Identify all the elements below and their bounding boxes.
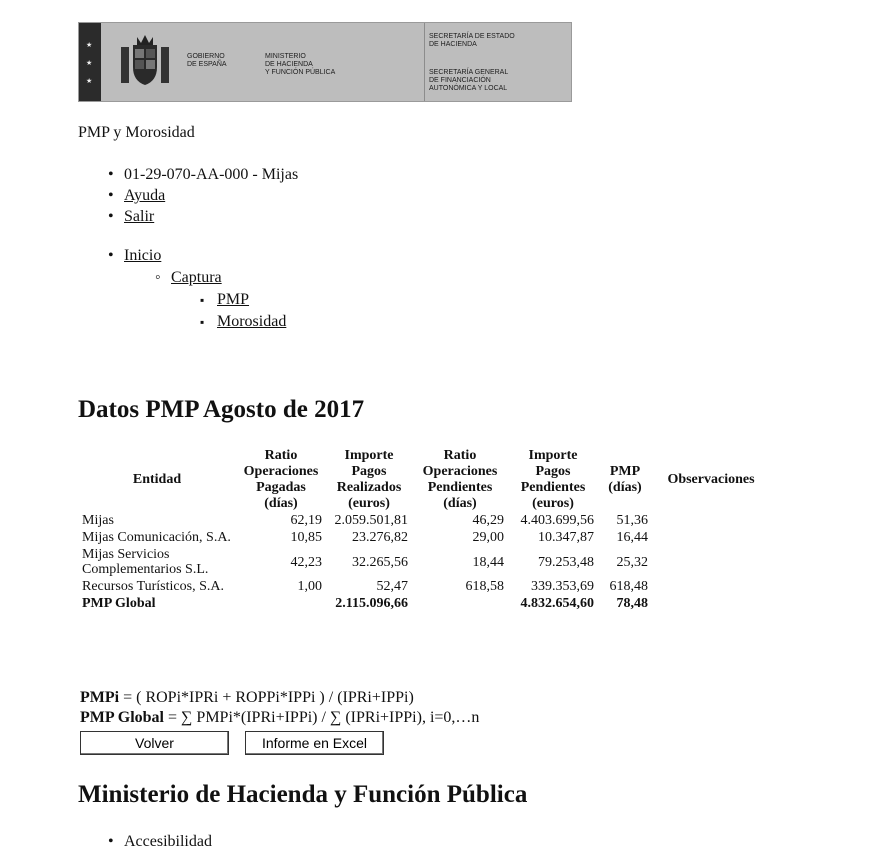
logout-link[interactable]: Salir [124,208,155,225]
cell-importe-realizados: 2.059.501,81 [334,513,408,528]
menu-pmp [200,289,286,311]
cell-ratio-pendientes: 618,58 [465,579,504,594]
formula-pmpi-label: PMPi [80,689,120,706]
header-banner [78,22,572,102]
eu-flag-strip [79,23,101,101]
cell-entidad: Mijas [82,513,114,528]
banner-ministerio: MINISTERIO DE HACIENDA Y FUNCIÓN PÚBLICA [265,53,336,76]
header-observaciones: Observaciones [667,472,755,487]
submenu-inicio [155,267,286,333]
header-ratio-pendientes: Ratio Operaciones Pendientes (días) [422,448,498,511]
inicio-link[interactable]: Inicio [124,247,162,264]
footer-item [108,833,212,851]
cell-ratio-pendientes: 29,00 [472,530,504,545]
total-importe-realizados: 2.115.096,66 [335,596,408,611]
total-pmp: 78,48 [616,596,648,611]
cell-ratio-pendientes: 18,44 [472,554,504,570]
cell-importe-pendientes: 10.347,87 [538,530,594,545]
total-label: PMP Global [82,596,156,611]
logout-item [108,206,298,227]
cell-importe-pendientes: 4.403.699,56 [520,513,594,528]
banner-divider [424,23,425,101]
formula-pmpi-expr: = ( ROPi*IPRi + ROPPi*IPPi ) / (IPRi+IPPi) [119,689,414,706]
help-item [108,185,298,206]
total-importe-pendientes: 4.832.654,60 [520,596,594,611]
table-row [78,529,770,546]
header-pmp: PMP (días) [608,464,642,495]
pmp-link[interactable]: PMP [217,291,250,308]
star-icon: ★ [86,41,93,49]
cell-pmp: 25,32 [616,554,648,570]
cell-importe-realizados: 52,47 [376,579,408,594]
formula-global-label: PMP Global [80,709,164,726]
excel-report-button[interactable]: Informe en Excel [245,731,384,755]
table-row [78,578,770,595]
cell-ratio-pagadas: 62,19 [290,513,322,528]
cell-pmp: 16,44 [616,530,648,545]
app-title: PMP y Morosidad [78,124,195,141]
cell-pmp: 618,48 [609,579,648,594]
star-icon: ★ [86,59,93,67]
formula-pmpi [80,689,414,707]
user-nav [108,164,298,227]
submenu-captura [200,289,286,333]
coat-of-arms-icon [117,33,173,91]
header-ratio-pagadas: Ratio Operaciones Pagadas (días) [243,448,319,511]
accesibilidad-link[interactable]: Accesibilidad [124,833,212,850]
help-link[interactable]: Ayuda [124,187,166,204]
morosidad-link[interactable]: Morosidad [217,313,287,330]
user-entity [108,164,298,185]
main-menu [108,245,286,333]
banner-gobierno: GOBIERNO DE ESPAÑA [187,53,227,68]
star-icon: ★ [86,77,93,85]
header-importe-realizados: Importe Pagos Realizados (euros) [336,448,402,511]
footer-title: Ministerio de Hacienda y Función Pública [78,781,528,808]
header-entidad: Entidad [132,472,182,487]
page-title: Datos PMP Agosto de 2017 [78,396,365,423]
cell-observaciones [652,578,770,595]
captura-link[interactable]: Captura [171,269,222,286]
menu-inicio [108,245,286,333]
cell-ratio-pagadas: 10,85 [290,530,322,545]
cell-observaciones [652,546,770,578]
cell-entidad: Mijas Comunicación, S.A. [82,530,231,545]
cell-importe-pendientes: 79.253,48 [538,554,594,570]
pmp-table [78,448,770,612]
table-total-row [78,595,770,612]
formula-global-expr: = ∑ PMPi*(IPRi+IPPi) / ∑ (IPRi+IPPi), i=0,…n [164,709,480,726]
banner-secretaria-general: SECRETARÍA GENERAL DE FINANCIACIÓN AUTONÓMICA Y LOCAL [429,69,509,92]
cell-importe-realizados: 23.276,82 [352,530,408,545]
cell-importe-realizados: 32.265,56 [352,554,408,570]
cell-ratio-pagadas: 1,00 [297,579,322,594]
banner-secretaria-estado: SECRETARÍA DE ESTADO DE HACIENDA [429,33,515,48]
cell-observaciones [652,529,770,546]
cell-entidad: Mijas Servicios Complementarios S.L. [82,547,209,577]
formula-global [80,709,479,727]
cell-entidad: Recursos Turísticos, S.A. [82,579,224,594]
table-row [78,546,770,578]
cell-ratio-pendientes: 46,29 [472,513,504,528]
user-entity-label: 01-29-070-AA-000 - Mijas [124,166,299,183]
menu-captura [155,267,286,333]
volver-button[interactable]: Volver [80,731,229,755]
cell-observaciones [652,512,770,529]
cell-ratio-pagadas: 42,23 [290,554,322,570]
table-row [78,512,770,529]
cell-pmp: 51,36 [616,513,648,528]
table-header-row [78,448,770,512]
header-importe-pendientes: Importe Pagos Pendientes (euros) [520,448,586,511]
menu-morosidad [200,311,286,333]
footer-links [108,833,212,851]
cell-importe-pendientes: 339.353,69 [531,579,594,594]
